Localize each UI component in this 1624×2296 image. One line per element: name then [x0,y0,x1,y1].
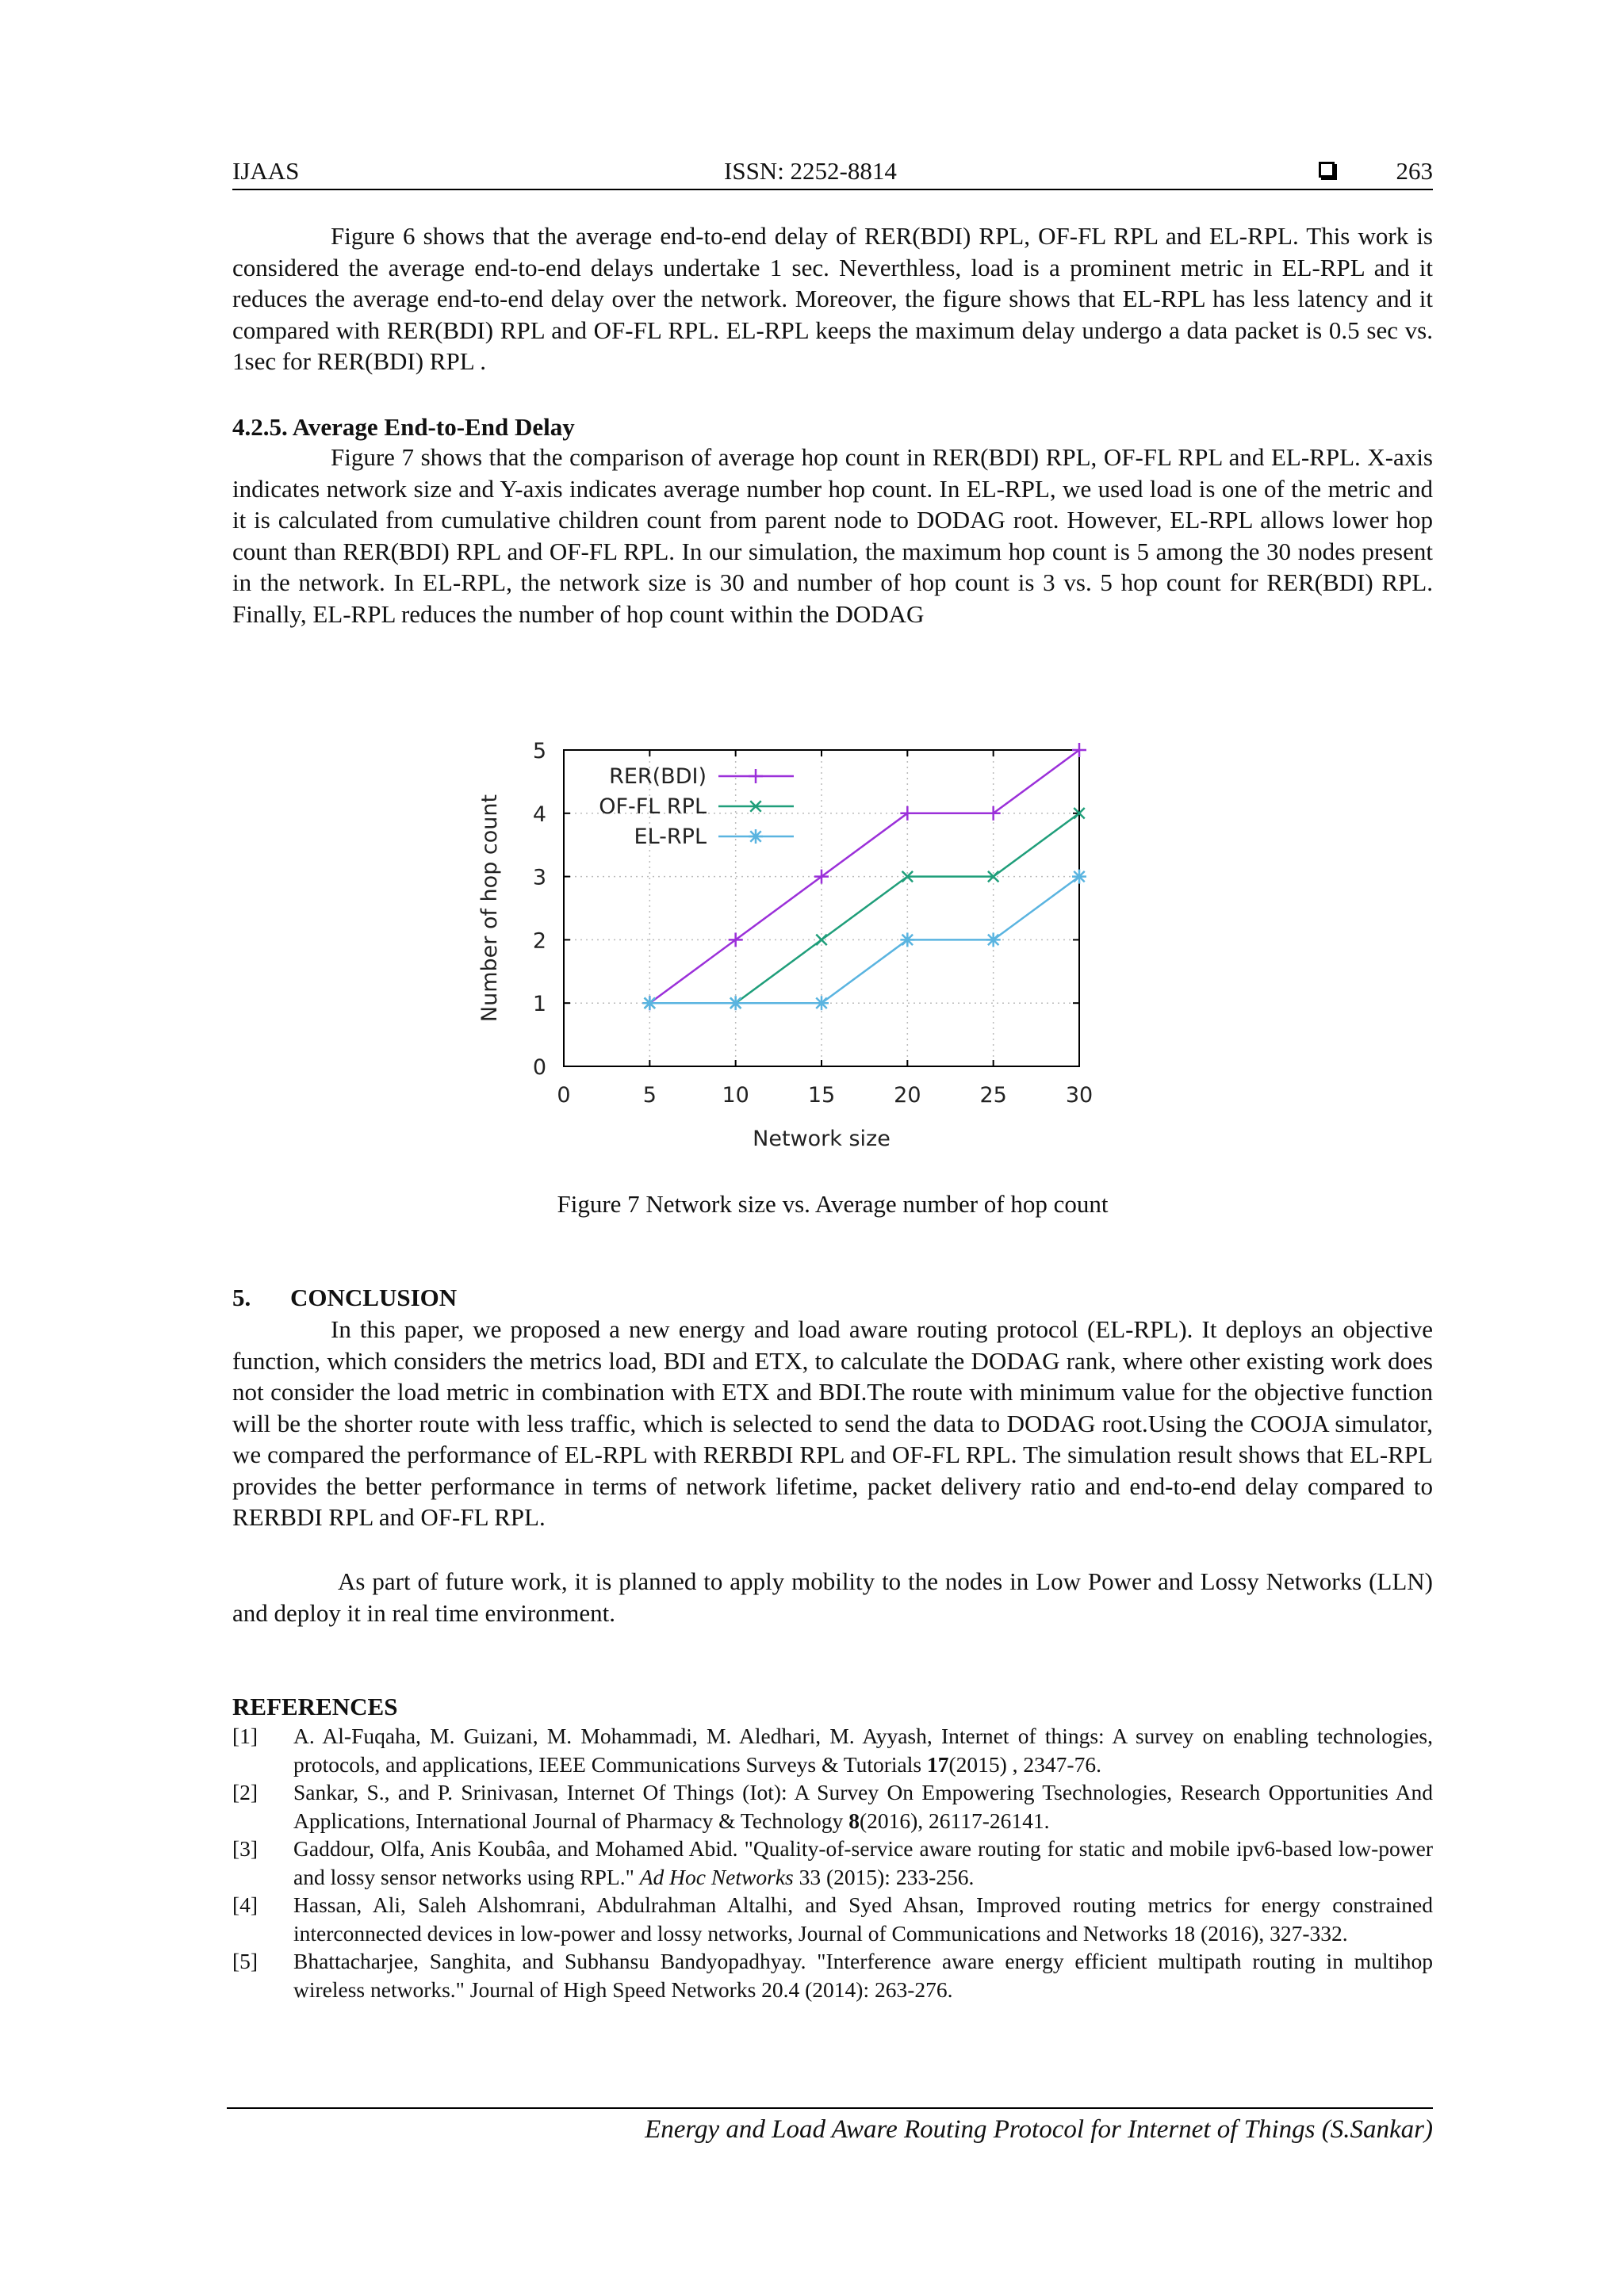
running-header [232,155,1433,190]
x-tick-label: 10 [722,1083,749,1108]
reference-volume: 8 [848,1808,860,1833]
reference-number: [2] [232,1780,259,1804]
conclusion-paragraph-2: As part of future work, it is planned to apply mobility to the nodes in Low Power and Lossy Networks (LLN) and deploy it in real time environment. [232,1567,1433,1627]
square-bullet-icon [1319,162,1335,178]
x-tick-label: 0 [557,1083,571,1108]
reference-item [232,1835,1433,1891]
reference-item [232,1947,1433,2003]
references-list [232,1722,1433,2003]
series-line-of-fl-rpl [649,813,1079,1003]
x-tick-label: 20 [894,1083,921,1108]
reference-item [232,1778,1433,1835]
x-tick-label: 5 [642,1083,657,1108]
section-heading-conclusion [232,1284,1433,1312]
y-tick-label: 4 [532,802,546,827]
y-tick-label: 1 [532,992,546,1017]
footer-title: Energy and Load Aware Routing Protocol for Internet of Things (S.Sankar) [645,2115,1433,2144]
y-axis-label: Number of hop count [477,794,502,1023]
legend-label-el-rpl: EL-RPL [634,825,707,849]
y-tick-label: 0 [532,1055,546,1080]
reference-text: Sankar, S., and P. Srinivasan, Internet Of Things (Iot): A Survey On Empowering Tsechnologies, Research Opportunities And Applications, International Journal of Pharmacy & Technology [293,1780,1433,1833]
hop-count-chart [477,721,1300,1165]
reference-text: Hassan, Ali, Saleh Alshomrani, Abdulrahman Altalhi, and Syed Ahsan, Improved routing metrics for energy constrained interconnected devices in low-power and lossy networks, Journal of Communications and Networks 18 (2016), 327-332. [293,1892,1433,1946]
reference-volume: 17 [926,1751,949,1777]
reference-item [232,1891,1433,1947]
page-number: 263 [1396,157,1433,185]
y-tick-label: 5 [532,739,546,763]
reference-number: [1] [232,1724,259,1748]
y-tick-label: 3 [532,865,546,890]
x-tick-label: 25 [979,1083,1007,1108]
paragraph-figure7: Figure 7 shows that the comparison of average hop count in RER(BDI) RPL, OF-FL RPL and EL-RPL. X-axis indicates network size and Y-axis indicates average number hop count. In EL-RPL, we used load is one of the metric and it is calculated from cumulative children count from parent node to DODAG root. However, EL-RPL allows lower hop count than RER(BDI) RPL and OF-FL RPL. In our simulation, the maximum hop count is 5 among the 30 nodes present in the network. In EL-RPL, the network size is 30 and number of hop count is 3 vs. 5 hop count for RER(BDI) RPL. Finally, EL-RPL reduces the number of hop count within the DODAG [232,443,1433,628]
legend-label-rer-bdi: RER(BDI) [609,764,707,789]
journal-name: IJAAS [232,157,300,185]
reference-number: [3] [232,1836,259,1861]
y-tick-label: 2 [532,928,546,954]
reference-journal: Ad Hoc Networks [639,1864,794,1889]
reference-text: Gaddour, Olfa, Anis Koubâa, and Mohamed Abid. "Quality-of-service aware routing for static and mobile ipv6-based low-power and lossy sensor networks using RPL." [293,1836,1433,1889]
reference-number: [5] [232,1949,259,1973]
x-axis-label: Network size [753,1127,891,1151]
reference-pages: (2016), 26117-26141. [859,1808,1050,1833]
x-tick-label: 15 [807,1083,836,1108]
section-number: 5. [232,1284,251,1311]
paragraph-figure6: Figure 6 shows that the average end-to-end delay of RER(BDI) RPL, OF-FL RPL and EL-RPL. This work is considered the average end-to-end delays undertake 1 sec. Neverthless, load is a prominent metric in EL-RPL and it reduces the average end-to-end delay over the network. Moreover, the figure shows that EL-RPL has less latency and it compared with RER(BDI) RPL and OF-FL RPL. EL-RPL keeps the maximum delay undergo a data packet is 0.5 sec vs. 1sec for RER(BDI) RPL . [232,222,1433,375]
section-heading-425: 4.2.5. Average End-to-End Delay [232,413,575,441]
figure-caption: Figure 7 Network size vs. Average number of hop count [557,1190,1109,1218]
reference-text: Bhattacharjee, Sanghita, and Subhansu Bandyopadhyay. "Interference aware energy efficient multipath routing in multihop wireless networks." Journal of High Speed Networks 20.4 (2014): 263-276. [293,1949,1433,2002]
legend-label-of-fl-rpl: OF-FL RPL [599,794,707,819]
section-title: CONCLUSION [290,1284,458,1311]
reference-pages: (2015) , 2347-76. [948,1751,1101,1777]
issn: ISSN: 2252-8814 [724,157,897,185]
conclusion-paragraph-1: In this paper, we proposed a new energy and load aware routing protocol (EL-RPL). It deploys an objective function, which considers the metrics load, BDI and ETX, to calculate the DODAG rank, where other existing work does not consider the load metric in combination with ETX and BDI.The route with minimum value for the objective function will be the shorter route with less traffic, which is selected to send the data to DODAG root.Using the COOJA simulator, we compared the performance of EL-RPL with RERBDI RPL and OF-FL RPL. The simulation result shows that EL-RPL provides the better performance in terms of network lifetime, packet delivery ratio and end-to-end delay compared to RERBDI RPL and OF-FL RPL. [232,1315,1433,1531]
x-tick-label: 30 [1065,1083,1094,1108]
footer-rule [227,2107,1433,2144]
references-heading: REFERENCES [232,1693,398,1720]
reference-item [232,1722,1433,1778]
reference-number: [4] [232,1892,259,1917]
reference-text: A. Al-Fuqaha, M. Guizani, M. Mohammadi, M. Aledhari, M. Ayyash, Internet of things: A survey on enabling technologies, protocols, and applications, IEEE Communications Surveys & Tutorials [293,1724,1433,1777]
reference-pages: 33 (2015): 233-256. [793,1864,975,1889]
